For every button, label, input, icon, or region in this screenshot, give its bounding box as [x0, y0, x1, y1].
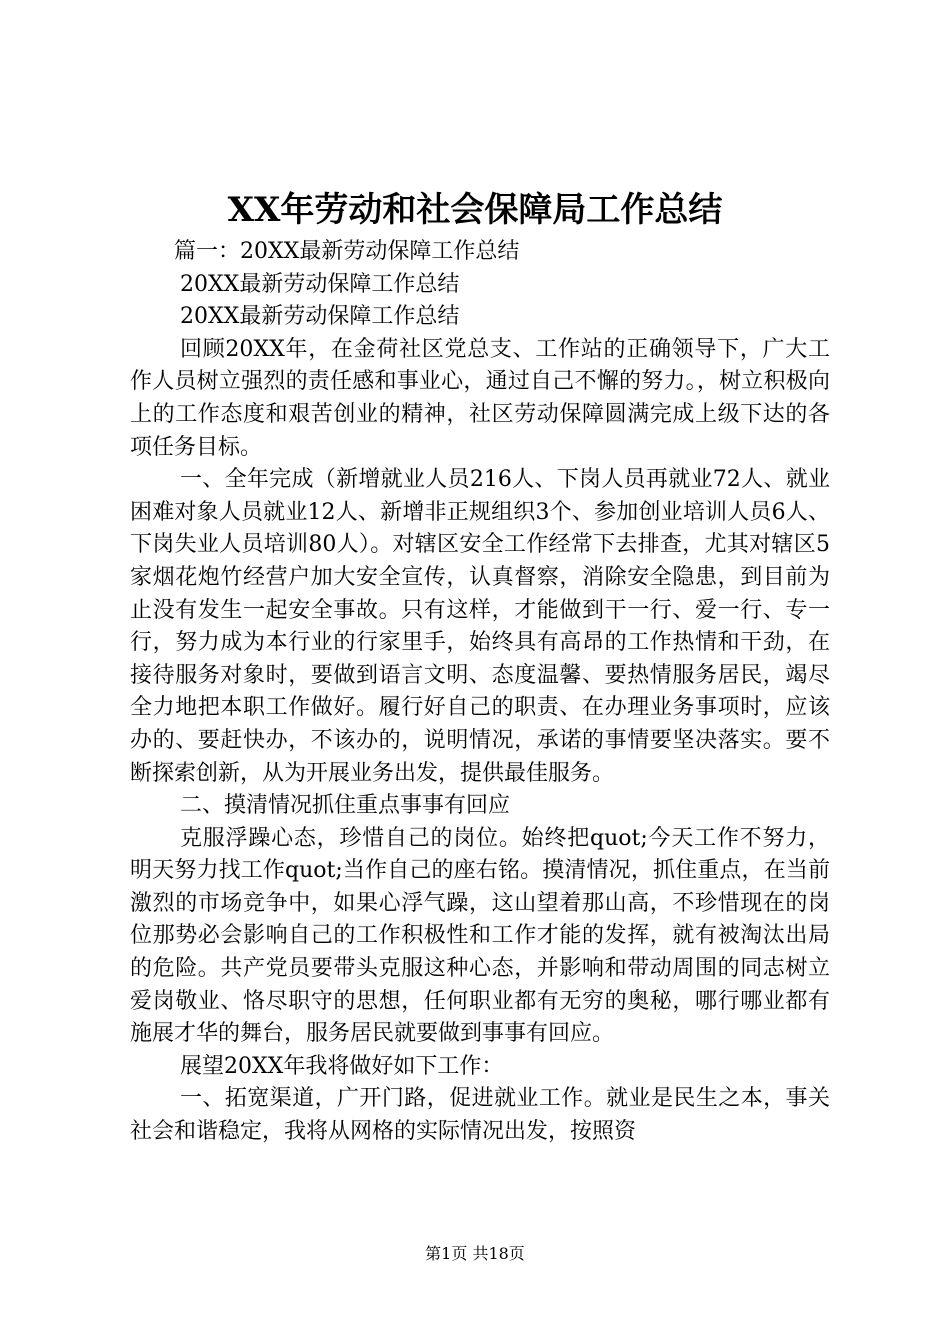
heading-2: 20XX最新劳动保障工作总结: [180, 271, 460, 297]
section-heading-two: 二、摸清情况抓住重点事事有回应: [180, 793, 511, 819]
document-title: XX年劳动和社会保障局工作总结: [227, 190, 723, 230]
heading-3: 20XX最新劳动保障工作总结: [180, 304, 460, 330]
document-body: [130, 236, 830, 1149]
paragraph-mindset: 克服浮躁心态，珍惜自己的岗位。始终把quot;今天工作不努力，明天努力找工作quot;当作自己的座右铭。摸清情况，抓住重点，在当前激烈的市场竞争中，如果心浮气躁，这山望着那山高，不珍惜现在的岗位那势必会影响自己的工作积极性和工作才能的发挥，就有被淘汰出局的危险。共产党员要带头克服这种心态，并影响和带动周围的同志树立爱岗敬业、恪尽职守的思想，任何职业都有无穷的奥秘，哪行哪业都有施展才华的舞台，服务居民就要做到事事有回应。: [130, 825, 830, 1047]
paragraph-review: 回顾20XX年，在金荷社区党总支、工作站的正确领导下，广大工作人员树立强烈的责任感和事业心，通过自己不懈的努力。，树立积极向上的工作态度和艰苦创业的精神，社区劳动保障圆满完成上级下达的各项任务目标。: [130, 336, 830, 460]
section-heading-outlook: 展望20XX年我将做好如下工作：: [180, 1053, 504, 1079]
paragraph-employment: 一、拓宽渠道，广开门路，促进就业工作。就业是民生之本，事关社会和谐稳定，我将从网格的实际情况出发，按照资: [130, 1086, 830, 1145]
heading-1: 篇一：20XX最新劳动保障工作总结: [174, 239, 520, 264]
paragraph-annual-results: 一、全年完成（新增就业人员216人、下岗人员再就业72人、就业困难对象人员就业12人、新增非正规组织3个、参加创业培训人员6人、下岗失业人员培训80人）。对辖区安全工作经常下去排查，尤其对辖区5家烟花炮竹经营户加大安全宣传，认真督察，消除安全隐患，到目前为止没有发生一起安全事故。只有这样，才能做到干一行、爱一行、专一行，努力成为本行业的行家里手，始终具有高昂的工作热情和干劲，在接待服务对象时，要做到语言文明、态度温馨、要热情服务居民，竭尽全力地把本职工作做好。履行好自己的职责、在办理业务事项时，应该办的、要赶快办，不该办的，说明情况，承诺的事情要坚决落实。要不断探索创新，从为开展业务出发，提供最佳服务。: [130, 467, 830, 786]
page-footer: 第1页 共18页: [425, 1244, 525, 1263]
